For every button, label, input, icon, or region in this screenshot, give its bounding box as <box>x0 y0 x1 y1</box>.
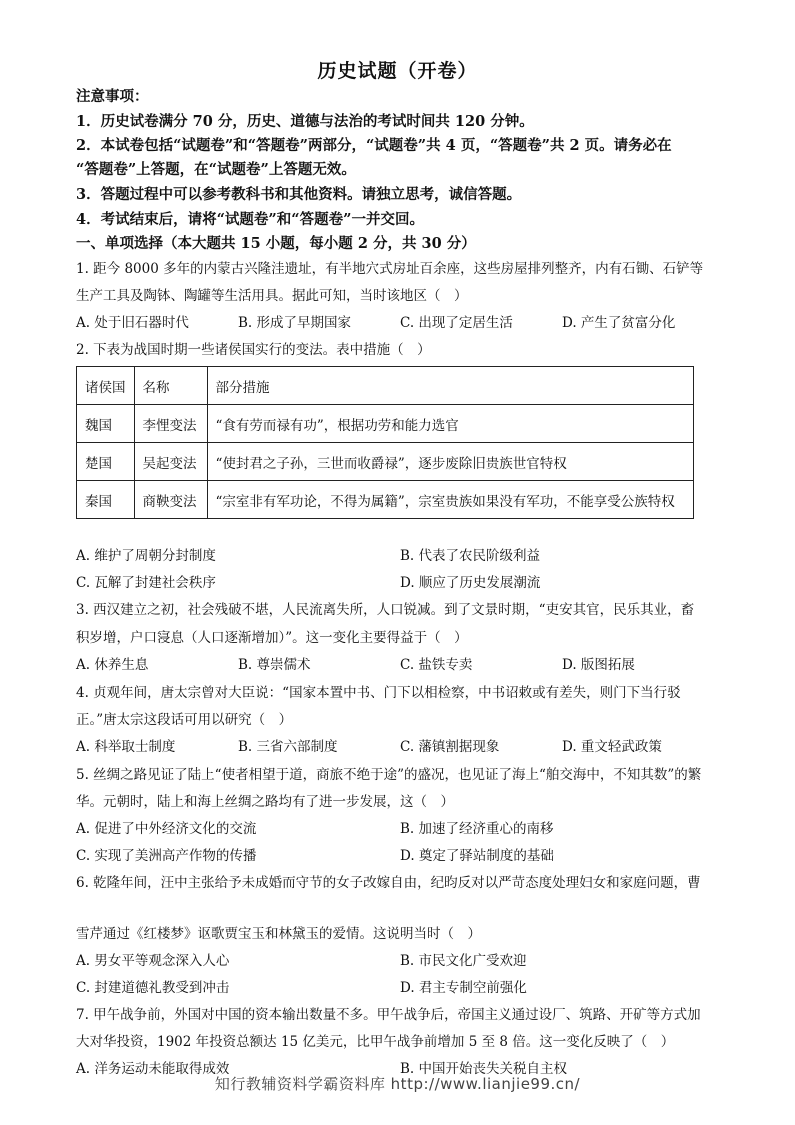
table-row <box>77 405 694 443</box>
watermark-footer: 知行教辅资料学霸资料库 http://www.lianjie99.cn/ <box>214 1075 581 1093</box>
option-d: D. 版图拓展 <box>562 657 635 673</box>
notice-item: 1．历史试卷满分 70 分，历史、道德与法治的考试时间共 120 分钟。 <box>76 113 534 130</box>
option-b: B. 市民文化广受欢迎 <box>400 953 527 969</box>
option-a: A. 处于旧石器时代 <box>76 315 189 331</box>
notice-item: “答题卷”上答题，在“试题卷”上答题无效。 <box>76 161 356 178</box>
option-c: C. 盐铁专卖 <box>400 657 473 673</box>
question-6-text: 雪芹通过《红楼梦》讴歌贾宝玉和林黛玉的爱情。这说明当时（ ） <box>76 926 481 942</box>
notice-item: 2．本试卷包括“试题卷”和“答题卷”两部分，“试题卷”共 4 页，“答题卷”共 2 页。请务必在 <box>76 137 672 154</box>
option-b: B. 三省六部制度 <box>238 739 338 755</box>
notice-item: 4．考试结束后，请将“试题卷”和“答题卷”一并交回。 <box>76 211 424 228</box>
option-a: A. 维护了周朝分封制度 <box>76 548 216 564</box>
question-5-text: 华。元朝时，陆上和海上丝绸之路均有了进一步发展，这（ ） <box>76 794 454 810</box>
notice-heading: 注意事项： <box>76 88 149 105</box>
notice-item: 3．答题过程中可以参考教科书和其他资料。请独立思考，诚信答题。 <box>76 186 522 203</box>
table-header-cell: 诸侯国 <box>77 367 135 405</box>
option-b: B. 代表了农民阶级利益 <box>400 548 541 564</box>
reform-table <box>76 366 694 519</box>
table-cell: 李悝变法 <box>134 405 207 443</box>
section-heading: 一、单项选择（本大题共 15 小题，每小题 2 分，共 30 分） <box>76 235 476 252</box>
option-a: A. 科举取士制度 <box>76 739 176 755</box>
table-header-row <box>77 367 694 405</box>
question-1-text: 1. 距今 8000 多年的内蒙古兴隆洼遗址，有半地穴式房址百余座，这些房屋排列整齐，内有石锄、石铲等 <box>76 261 704 277</box>
option-d: D. 顺应了历史发展潮流 <box>400 575 541 591</box>
option-a: A. 休养生息 <box>76 657 149 673</box>
option-a: A. 男女平等观念深入人心 <box>76 953 230 969</box>
question-4-text: 正。”唐太宗这段话可用以研究（ ） <box>76 712 293 728</box>
option-b: B. 形成了早期国家 <box>238 315 352 331</box>
table-cell: 商鞅变法 <box>134 481 207 519</box>
question-3-text: 积岁增，户口寖息（人口逐渐增加）”。这一变化主要得益于（ ） <box>76 630 468 646</box>
option-c: C. 藩镇割据现象 <box>400 739 500 755</box>
option-d: D. 重文轻武政策 <box>562 739 662 755</box>
option-c: C. 瓦解了封建社会秩序 <box>76 575 216 591</box>
option-c: C. 实现了美洲高产作物的传播 <box>76 848 257 864</box>
table-cell: “宗室非有军功论，不得为属籍”，宗室贵族如果没有军功，不能享受公族特权 <box>207 481 694 519</box>
option-b: B. 加速了经济重心的南移 <box>400 821 554 837</box>
question-1-text: 生产工具及陶钵、陶罐等生活用具。据此可知，当时该地区（ ） <box>76 288 468 304</box>
option-d: D. 产生了贫富分化 <box>562 315 676 331</box>
question-4-text: 4. 贞观年间，唐太宗曾对大臣说：“国家本置中书、门下以相检察，中书诏敕或有差失，则门下当行驳 <box>76 685 681 701</box>
table-row <box>77 443 694 481</box>
option-a: A. 促进了中外经济文化的交流 <box>76 821 257 837</box>
table-header-cell: 部分措施 <box>207 367 694 405</box>
question-7-text: 大对华投资，1902 年投资总额达 15 亿美元，比甲午战争前增加 5 至 8 倍。这一变化反映了（ ） <box>76 1034 675 1050</box>
option-a: A. 洋务运动未能取得成效 <box>76 1061 230 1077</box>
table-header-cell: 名称 <box>134 367 207 405</box>
option-b: B. 中国开始丧失关税自主权 <box>400 1061 568 1077</box>
question-7-text: 7. 甲午战争前，外国对中国的资本输出数量不多。甲午战争后，帝国主义通过设厂、筑路、开矿等方式加 <box>76 1007 701 1023</box>
table-cell: “使封君之子孙，三世而收爵禄”，逐步废除旧贵族世官特权 <box>207 443 694 481</box>
table-cell: 吴起变法 <box>134 443 207 481</box>
question-2-text: 2. 下表为战国时期一些诸侯国实行的变法。表中措施（ ） <box>76 342 431 358</box>
option-b: B. 尊崇儒术 <box>238 657 311 673</box>
option-d: D. 君主专制空前强化 <box>400 980 527 996</box>
table-cell: 魏国 <box>77 405 135 443</box>
option-c: C. 封建道德礼教受到冲击 <box>76 980 230 996</box>
table-cell: “食有劳而禄有功”，根据功劳和能力选官 <box>207 405 694 443</box>
option-c: C. 出现了定居生活 <box>400 315 513 331</box>
question-5-text: 5. 丝绸之路见证了陆上“使者相望于道，商旅不绝于途”的盛况，也见证了海上“舶交海中，不知其数”的繁 <box>76 767 702 783</box>
option-d: D. 奠定了驿站制度的基础 <box>400 848 554 864</box>
table-cell: 秦国 <box>77 481 135 519</box>
question-6-text: 6. 乾隆年间，汪中主张给予未成婚而守节的女子改嫁自由，纪昀反对以严苛态度处理妇女和家庭问题，曹 <box>76 875 701 891</box>
table-row <box>77 481 694 519</box>
question-3-text: 3. 西汉建立之初，社会残破不堪，人民流离失所，人口锐减。到了文景时期，“吏安其官，民乐其业，畜 <box>76 602 695 618</box>
page-title: 历史试题（开卷） <box>317 60 478 82</box>
table-cell: 楚国 <box>77 443 135 481</box>
